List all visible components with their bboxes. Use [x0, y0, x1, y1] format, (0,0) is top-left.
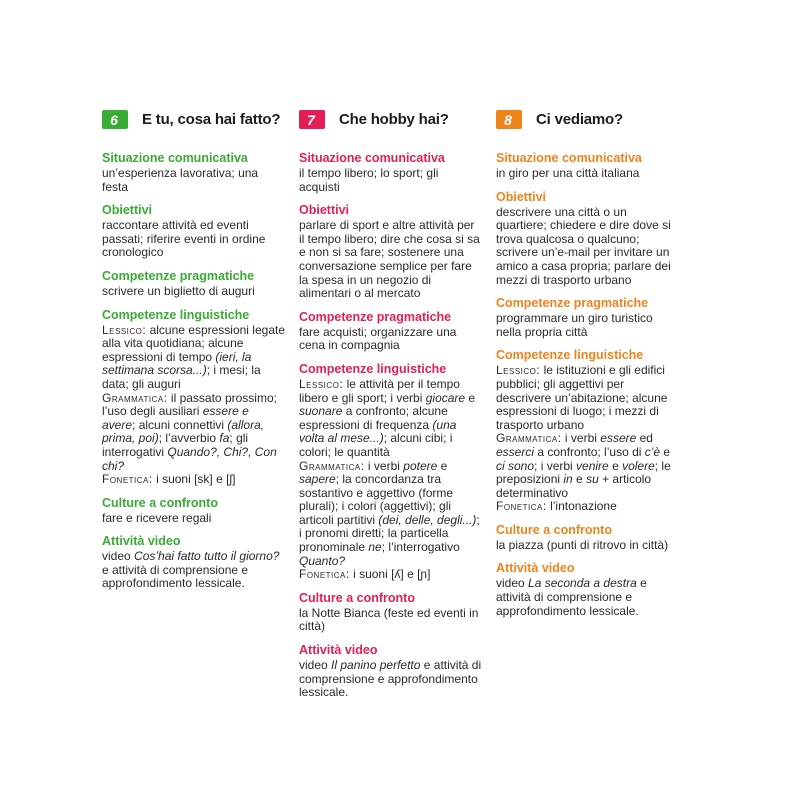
text-segment: in giro per una città italiana [496, 166, 640, 180]
text-segment: un’esperienza lavorativa; una festa [102, 166, 259, 194]
text-segment: e [660, 444, 671, 459]
text-segment: esserci [496, 444, 535, 459]
text-segment: ; i mesi; la data; gli auguri [102, 363, 261, 391]
text-segment: la Notte Bianca (feste ed eventi in città) [299, 605, 479, 634]
section-paragraph [496, 432, 679, 500]
section-heading: Culture a confronto [102, 495, 218, 510]
section [102, 269, 285, 299]
text-segment: a confronto; l’uso di [534, 444, 645, 459]
text-segment: le attività per il tempo libero e gli sport; i verbi [299, 376, 460, 405]
unit-number-badge: 7 [299, 110, 325, 129]
section-paragraph [102, 512, 285, 526]
section-heading: Competenze linguistiche [299, 361, 447, 376]
section-heading: Culture a confronto [299, 590, 415, 605]
section-paragraph [299, 568, 482, 582]
section [496, 523, 679, 553]
unit-column [102, 110, 285, 709]
text-segment: La seconda a destra [528, 576, 637, 591]
text-segment: i suoni [ʎ] e [ɲ] [349, 567, 431, 582]
section [102, 151, 285, 194]
unit-header [496, 110, 679, 129]
section-paragraph [102, 285, 285, 299]
text-segment: video [299, 658, 332, 673]
section-paragraph [496, 364, 679, 432]
text-segment: Cos’hai fatto tutto il giorno? [134, 549, 280, 564]
section [496, 151, 679, 181]
text-segment: (dei, delle, degli...) [378, 512, 477, 527]
text-segment: e attività di comprensione e approfondimento lessicale. [496, 576, 647, 618]
section-paragraph [299, 219, 482, 301]
text-segment: ci sono [496, 458, 535, 473]
section-paragraph [496, 312, 679, 339]
text-segment: Lessico: [102, 322, 147, 337]
text-segment: Grammatica: [299, 458, 365, 473]
text-segment: i verbi [561, 431, 601, 446]
text-segment: descrivere una città o un quartiere; chiedere e dire dove si trova qualcosa o qualcuno; scrivere un’e-mail per invitare un amico a casa propria; parlare dei mezzi di trasporto urbano [496, 204, 671, 287]
text-segment: ; l’avverbio [158, 431, 220, 446]
text-segment: (ieri, la settimana scorsa...) [102, 349, 252, 378]
text-segment: e [465, 390, 476, 405]
text-segment: sapere [299, 472, 336, 487]
text-segment: alcune espressioni legate alla vita quotidiana; alcune espressioni di tempo [102, 322, 286, 364]
text-segment: essere [600, 431, 637, 446]
units-container [102, 110, 679, 709]
text-segment: giocare [425, 390, 466, 405]
section [299, 643, 482, 700]
text-segment: essere e avere [102, 404, 249, 432]
text-segment: Grammatica: [102, 390, 168, 405]
section-paragraph [299, 326, 482, 353]
text-segment: ; alcuni cibi; i colori; le quantità [299, 431, 453, 459]
section-paragraph [496, 167, 679, 181]
text-segment: + articolo determinativo [496, 472, 652, 500]
section [102, 308, 285, 487]
section-heading: Competenze pragmatiche [496, 296, 649, 311]
section [496, 561, 679, 618]
unit-column [299, 110, 482, 709]
section-paragraph [496, 500, 679, 514]
section [102, 203, 285, 260]
text-segment: il tempo libero; lo sport; gli acquisti [299, 166, 439, 194]
text-segment: parlare di sport e altre attività per il tempo libero; dire che cosa si sa e non si sa fare; sostenere una conversazione semplice per fare la spesa in un negozio di alimentari o al mercato [299, 218, 480, 301]
text-segment: la piazza (punti di ritrovo in città) [496, 537, 669, 552]
section-paragraph [496, 206, 679, 288]
section-paragraph [102, 324, 285, 392]
text-segment: a confronto; alcune espressioni di frequenza [299, 404, 448, 432]
section-heading: Attività video [102, 534, 181, 549]
text-segment: ; gli interrogativi [102, 431, 249, 459]
section [299, 203, 482, 301]
section [299, 591, 482, 634]
text-segment: e [608, 458, 623, 473]
text-segment: Grammatica: [496, 431, 562, 446]
text-segment: e [572, 472, 587, 487]
section-paragraph [299, 167, 482, 194]
unit-number-badge: 6 [102, 110, 128, 129]
text-segment: ; l’interrogativo [381, 540, 460, 555]
text-segment: (allora, prima, poi) [102, 417, 265, 446]
text-segment: e attività di comprensione e approfondimento lessicale. [102, 562, 249, 591]
section [299, 362, 482, 582]
text-segment: e [437, 458, 448, 473]
section-heading: Competenze linguistiche [496, 348, 644, 363]
text-segment: fare e ricevere regali [102, 510, 212, 525]
section [496, 190, 679, 288]
text-segment: Fonetica: [496, 499, 547, 514]
text-segment: l’intonazione [546, 499, 617, 514]
section-paragraph [299, 460, 482, 569]
section-heading: Situazione comunicativa [299, 151, 445, 165]
text-segment: programmare un giro turistico nella propria città [496, 311, 653, 339]
text-segment: suonare [299, 404, 343, 419]
text-segment: ed [636, 431, 653, 446]
section [102, 534, 285, 591]
section [102, 496, 285, 526]
text-segment: ; le preposizioni [496, 458, 671, 487]
text-segment: ne [368, 540, 382, 555]
unit-header [102, 110, 285, 129]
text-segment: il passato prossimo; l’uso degli ausiliari [102, 390, 277, 419]
section-heading: Attività video [496, 561, 575, 576]
section-heading: Culture a confronto [496, 522, 612, 537]
section-paragraph [299, 607, 482, 634]
text-segment: in [563, 472, 573, 487]
text-segment: scrivere un biglietto di auguri [102, 283, 255, 298]
text-segment: venire [576, 458, 609, 473]
text-segment: video [496, 576, 529, 591]
section-paragraph [299, 659, 482, 700]
text-segment: ; alcuni connettivi [132, 417, 228, 432]
section-heading: Obiettivi [299, 203, 350, 218]
text-segment: su [586, 472, 599, 487]
section-paragraph [102, 167, 285, 194]
text-segment: Fonetica: [102, 472, 153, 487]
text-segment: Lessico: [496, 363, 541, 378]
section [299, 151, 482, 194]
section-paragraph [299, 378, 482, 460]
text-segment: i suoni [sk] e [ʃ] [152, 472, 236, 487]
text-segment: Lessico: [299, 376, 344, 391]
text-segment: ; i pronomi diretti; la particella pronominale [299, 512, 480, 555]
text-segment: fare acquisti; organizzare una cena in compagnia [299, 324, 457, 353]
text-segment: Quanto? [299, 553, 346, 568]
text-segment: c’è [644, 444, 661, 459]
unit-title: E tu, cosa hai fatto? [142, 111, 281, 128]
unit-header [299, 110, 482, 129]
section [496, 348, 679, 514]
section-paragraph [102, 473, 285, 487]
text-segment: video [102, 549, 135, 564]
unit-title: Che hobby hai? [339, 111, 449, 128]
section-heading: Obiettivi [496, 189, 547, 204]
text-segment: volere [622, 458, 655, 473]
text-segment: potere [403, 458, 438, 473]
text-segment: (una volta al mese...) [299, 417, 457, 446]
text-segment: fa [219, 431, 230, 446]
text-segment: i verbi [364, 458, 404, 473]
section-heading: Competenze pragmatiche [102, 268, 255, 283]
section-heading: Attività video [299, 643, 378, 658]
unit-sections [102, 151, 285, 591]
unit-title: Ci vediamo? [536, 111, 623, 128]
text-segment: Quando?, Chi?, Con chi? [102, 444, 277, 473]
section-heading: Situazione comunicativa [496, 151, 642, 165]
text-segment: ; la concordanza tra sostantivo e aggettivo (forme plurali); i colori (aggettivi); gli articoli partitivi [299, 472, 454, 527]
section [299, 310, 482, 353]
section-heading: Obiettivi [102, 203, 153, 218]
section-heading: Competenze pragmatiche [299, 309, 452, 324]
section-paragraph [102, 392, 285, 474]
text-segment: raccontare attività ed eventi passati; riferire eventi in ordine cronologico [102, 218, 266, 260]
unit-sections [299, 151, 482, 700]
unit-sections [496, 151, 679, 618]
section-paragraph [496, 577, 679, 618]
text-segment: ; i verbi [534, 458, 577, 473]
text-segment: Il panino perfetto [331, 658, 421, 673]
unit-column [496, 110, 679, 709]
section-paragraph [102, 550, 285, 591]
section-paragraph [496, 539, 679, 553]
section [496, 296, 679, 339]
section-heading: Situazione comunicativa [102, 151, 248, 165]
section-paragraph [102, 219, 285, 260]
text-segment: le istituzioni e gli edifici pubblici; gli aggettivi per descrivere un’abitazione; alcune espressioni di luogo; i mezzi di trasporto urbano [496, 363, 668, 432]
text-segment: e attività di comprensione e approfondimento lessicale. [299, 658, 482, 700]
text-segment: Fonetica: [299, 567, 350, 582]
section-heading: Competenze linguistiche [102, 307, 250, 322]
unit-number-badge: 8 [496, 110, 522, 129]
